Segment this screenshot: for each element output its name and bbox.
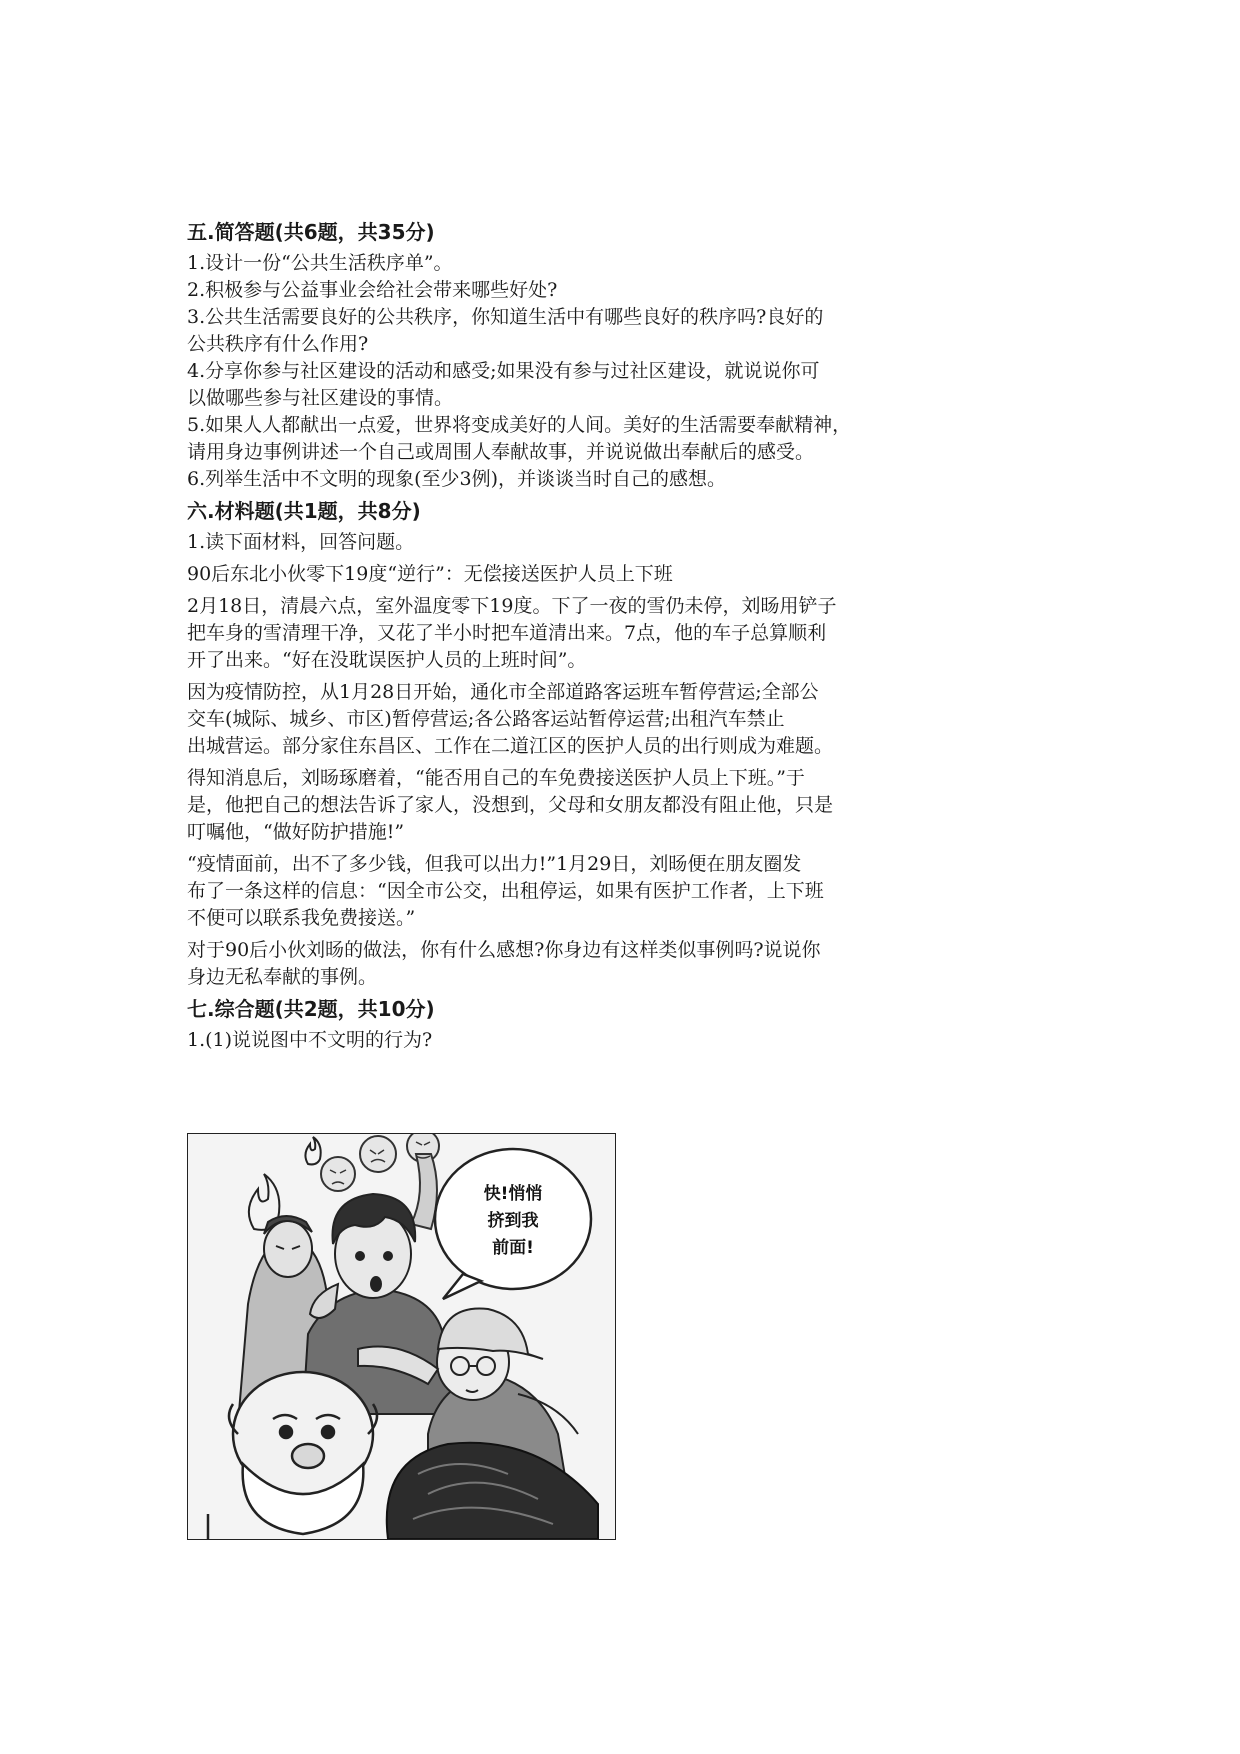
material-paragraph-4 — [187, 851, 1067, 932]
paragraph-line: 不便可以联系我免费接送。” — [187, 907, 416, 929]
paragraph-line: “疫情面前，出不了多少钱，但我可以出力!”1月29日，刘旸便在朋友圈发 — [187, 853, 802, 875]
section5-question-6 — [187, 466, 1067, 493]
section5-question-3 — [187, 304, 1067, 358]
question-line: 3.公共生活需要良好的公共秩序，你知道生活中有哪些良好的秩序吗?良好的 — [187, 306, 824, 328]
section5-question-2 — [187, 277, 1067, 304]
paragraph-line: 2月18日，清晨六点，室外温度零下19度。下了一夜的雪仍未停，刘旸用铲子 — [187, 595, 837, 617]
exam-page — [187, 214, 1067, 1054]
question-line: 以做哪些参与社区建设的事情。 — [187, 387, 454, 409]
question-line: 6.列举生活中不文明的现象(至少3例)，并谈谈当时自己的感想。 — [187, 468, 727, 490]
material-headline — [187, 561, 1067, 588]
material-paragraph-3 — [187, 765, 1067, 846]
section7-question-1: 1.(1)说说图中不文明的行为? — [187, 1029, 433, 1051]
paragraph-line: 把车身的雪清理干净，又花了半小时把车道清出来。7点，他的车子总算顺利 — [187, 622, 827, 644]
section6-intro: 1.读下面材料，回答问题。 — [187, 531, 415, 553]
section5-heading: 五.简答题(共6题，共35分) — [187, 220, 435, 244]
bubble-line: 挤到我 — [487, 1211, 539, 1231]
material-paragraph-2 — [187, 679, 1067, 760]
question-line: 5.如果人人都献出一点爱，世界将变成美好的人间。美好的生活需要奉献精神， — [187, 414, 852, 436]
question-line: 2.积极参与公益事业会给社会带来哪些好处? — [187, 279, 558, 301]
section5-question-4 — [187, 358, 1067, 412]
paragraph-line: 出城营运。部分家住东昌区、工作在二道江区的医护人员的出行则成为难题。 — [187, 735, 834, 757]
paragraph-line: 是，他把自己的想法告诉了家人，没想到，父母和女朋友都没有阻止他，只是 — [187, 794, 834, 816]
question-line: 1.设计一份“公共生活秩序单”。 — [187, 252, 453, 274]
material-paragraph-1 — [187, 593, 1067, 674]
section5-question-5 — [187, 412, 1067, 466]
material-paragraph-5 — [187, 937, 1067, 991]
paragraph-line: 因为疫情防控，从1月28日开始，通化市全部道路客运班车暂停营运;全部公 — [187, 681, 819, 703]
paragraph-line: 得知消息后，刘旸琢磨着，“能否用自己的车免费接送医护人员上下班。”于 — [187, 767, 805, 789]
question-line: 公共秩序有什么作用? — [187, 333, 369, 355]
paragraph-line: 交车(城际、城乡、市区)暂停营运;各公路客运站暂停运营;出租汽车禁止 — [187, 708, 785, 730]
paragraph-line: 开了出来。“好在没耽误医护人员的上班时间”。 — [187, 649, 587, 671]
paragraph-line: 对于90后小伙刘旸的做法，你有什么感想?你身边有这样类似事例吗?说说你 — [187, 939, 821, 961]
paragraph-line: 身边无私奉献的事例。 — [187, 966, 378, 988]
cartoon-illustration — [188, 1134, 615, 1539]
paragraph-line: 布了一条这样的信息：“因全市公交，出租停运，如果有医护工作者，上下班 — [187, 880, 824, 902]
bubble-line: 快!悄悄 — [483, 1184, 543, 1204]
paragraph-line: 叮嘱他，“做好防护措施!” — [187, 821, 405, 843]
section6-heading: 六.材料题(共1题，共8分) — [187, 499, 421, 523]
section5-question-1 — [187, 250, 1067, 277]
headline-line: 90后东北小伙零下19度“逆行”：无偿接送医护人员上下班 — [187, 563, 673, 585]
queue-jumping-cartoon — [187, 1133, 616, 1540]
question-line: 4.分享你参与社区建设的活动和感受;如果没有参与过社区建设，就说说你可 — [187, 360, 820, 382]
bubble-line: 前面! — [492, 1238, 534, 1258]
question-line: 请用身边事例讲述一个自己或周围人奉献故事，并说说做出奉献后的感受。 — [187, 441, 815, 463]
section7-heading: 七.综合题(共2题，共10分) — [187, 997, 435, 1021]
